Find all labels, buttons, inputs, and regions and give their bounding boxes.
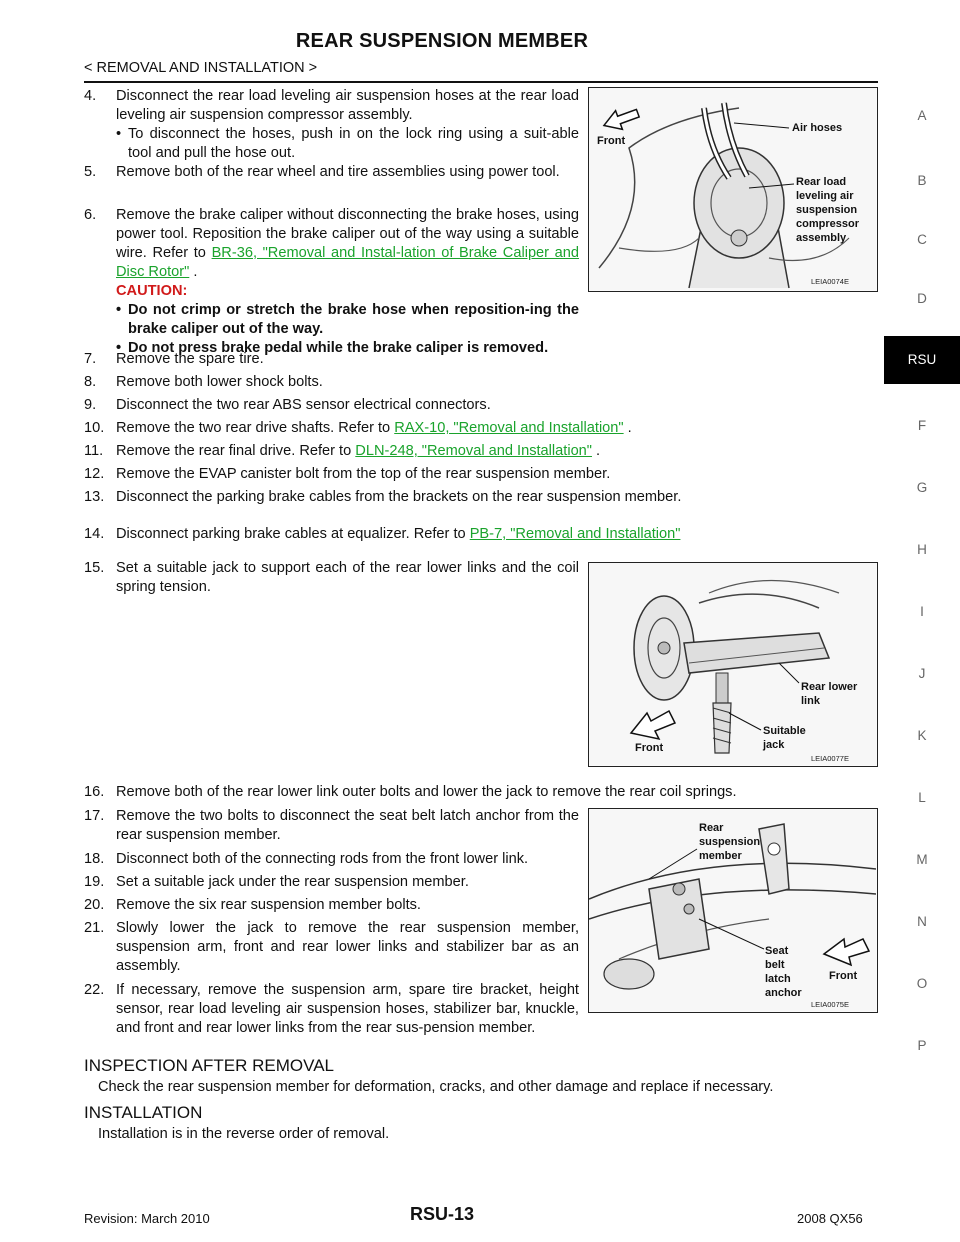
step-text: Remove the two bolts to disconnect the seat belt latch anchor from the rear suspension member. [116, 808, 579, 843]
step-bullet: • To disconnect the hoses, push in on the lock ring using a suit-able tool and pull the hose out. [116, 125, 579, 163]
step-text: Remove both of the rear lower link outer bolts and lower the jack to remove the rear coil springs. [116, 784, 737, 800]
step-text-main: Remove the rear final drive. Refer to [116, 443, 352, 459]
step-text-main: Disconnect parking brake cables at equalizer. Refer to [116, 526, 466, 542]
step-text: Set a suitable jack to support each of the rear lower links and the coil spring tension. [116, 560, 579, 595]
figure-label: leveling air [796, 190, 854, 202]
step-22 [84, 981, 579, 1038]
figure-rear-lower-link [588, 562, 878, 767]
footer-model: 2008 QX56 [797, 1211, 863, 1226]
step-number: 12. [84, 466, 105, 482]
step-text: Set a suitable jack under the rear suspension member. [116, 874, 469, 890]
step-19 [84, 873, 579, 892]
step-text: Disconnect the rear load leveling air suspension hoses at the rear load leveling air suspension compressor assembly. [116, 88, 579, 123]
step-10 [84, 419, 874, 438]
figure-label: Suitable [763, 725, 806, 737]
tab-c[interactable]: C [917, 232, 927, 247]
step-text: If necessary, remove the suspension arm, spare tire bracket, height sensor, rear load leveling air suspension hoses, stabilizer bar, knuckle, and front and rear lower links from the rear sus-pension member. [116, 982, 579, 1036]
figure-label: latch [765, 973, 791, 985]
step-text: Remove the EVAP canister bolt from the top of the rear suspension member. [116, 466, 611, 482]
step-text: Remove the spare tire. [116, 351, 264, 367]
figure-label: Rear [699, 822, 724, 834]
figure-id: LEIA0077E [811, 754, 849, 763]
tab-p[interactable]: P [917, 1038, 927, 1053]
step-number: 5. [84, 164, 97, 180]
step-number: 18. [84, 851, 105, 867]
step-number: 20. [84, 897, 105, 913]
section-heading-inspection: INSPECTION AFTER REMOVAL [84, 1056, 335, 1075]
figure-label: compressor [796, 218, 859, 230]
step-number: 7. [84, 351, 97, 367]
ref-link-pb7[interactable]: PB-7, "Removal and Installation" [469, 526, 681, 542]
figure-label: Air hoses [792, 122, 843, 134]
step-text: Disconnect the two rear ABS sensor electrical connectors. [116, 397, 491, 413]
step-number: 17. [84, 808, 105, 824]
tab-a[interactable]: A [917, 108, 927, 123]
section-heading-installation: INSTALLATION [84, 1103, 203, 1122]
step-5 [84, 163, 579, 182]
step-number: 9. [84, 397, 97, 413]
tab-b[interactable]: B [917, 173, 927, 188]
step-text-main: Remove the brake caliper without disconnecting the brake hoses, using power tool. Reposition the brake caliper out of the way using a suitable wire. Refer to [116, 207, 579, 261]
step-number: 15. [84, 560, 105, 576]
step-number: 4. [84, 88, 97, 104]
step-15 [84, 559, 579, 597]
figure-label-front: Front [829, 970, 858, 982]
figure-label: suspension [796, 204, 858, 216]
caution-item: • Do not crimp or stretch the brake hose when reposition-ing the brake caliper out of the way. [116, 301, 579, 339]
figure-label-front: Front [635, 742, 664, 754]
figure-label: anchor [765, 987, 802, 999]
step-16 [84, 783, 874, 802]
figure-illustration [589, 563, 876, 765]
figure-label: belt [765, 959, 785, 971]
tab-i[interactable]: I [920, 604, 924, 619]
tab-g[interactable]: G [916, 480, 928, 495]
figure-id: LEIA0074E [811, 277, 849, 286]
step-number: 6. [84, 207, 97, 223]
step-number: 14. [84, 526, 105, 542]
ref-link-dln248[interactable]: DLN-248, "Removal and Installation" [355, 443, 592, 459]
tab-l[interactable]: L [918, 790, 926, 805]
caution-label: CAUTION: [116, 283, 188, 299]
figure-label-front: Front [597, 135, 626, 147]
step-number: 13. [84, 489, 105, 505]
step-6 [84, 206, 579, 358]
figure-label: assembly [796, 232, 847, 244]
step-text: Remove both lower shock bolts. [116, 374, 323, 390]
figure-label: jack [763, 739, 785, 751]
step-text-after: . [596, 443, 601, 459]
step-number: 10. [84, 420, 105, 436]
figure-label: Seat [765, 945, 789, 957]
step-number: 22. [84, 982, 105, 998]
tab-d[interactable]: D [917, 291, 927, 306]
footer-page-number: RSU-13 [409, 1204, 475, 1224]
step-text: Disconnect both of the connecting rods from the front lower link. [116, 851, 529, 867]
figure-label: link [801, 695, 820, 707]
step-4 [84, 87, 579, 163]
figure-air-hoses [588, 87, 878, 292]
tab-o[interactable]: O [916, 976, 928, 991]
step-text [116, 206, 579, 282]
step-17 [84, 807, 579, 845]
page-title: REAR SUSPENSION MEMBER [295, 30, 589, 52]
step-number: 11. [84, 443, 104, 459]
figure-seat-belt-anchor [588, 808, 878, 1013]
tab-n[interactable]: N [917, 914, 927, 929]
step-text: Disconnect the parking brake cables from the brackets on the rear suspension member. [116, 489, 682, 505]
figure-illustration [589, 809, 876, 1011]
step-14 [84, 525, 874, 544]
step-8 [84, 373, 874, 392]
ref-link-br36[interactable]: BR-36, "Removal and Instal-lation of Brake Caliper and Disc Rotor" [116, 245, 580, 280]
step-13 [84, 488, 874, 507]
step-text: Remove the six rear suspension member bolts. [116, 897, 421, 913]
figure-id: LEIA0075E [811, 1000, 849, 1009]
tab-m[interactable]: M [916, 852, 928, 867]
header-rule [84, 81, 878, 83]
step-text-after: . [193, 264, 198, 280]
ref-link-rax10[interactable]: RAX-10, "Removal and Installation" [394, 420, 624, 436]
step-text-main: Remove the two rear drive shafts. Refer to [116, 420, 391, 436]
section-text-inspection: Check the rear suspension member for deformation, cracks, and other damage and replace if necessary. [98, 1079, 774, 1095]
step-11 [84, 442, 874, 461]
tab-k[interactable]: K [917, 728, 927, 743]
step-number: 8. [84, 374, 97, 390]
tab-h[interactable]: H [917, 542, 927, 557]
breadcrumb: < REMOVAL AND INSTALLATION > [84, 60, 318, 76]
step-7 [84, 350, 874, 369]
step-number: 21. [84, 920, 105, 936]
figure-illustration [589, 88, 876, 290]
figure-label: member [699, 850, 742, 862]
step-12 [84, 465, 874, 484]
step-9 [84, 396, 874, 415]
caution-item: • Do not press brake pedal while the brake caliper is removed. [116, 339, 668, 358]
tab-j[interactable]: J [918, 666, 926, 681]
step-20 [84, 896, 579, 915]
section-text-installation: Installation is in the reverse order of removal. [98, 1126, 390, 1142]
figure-label: Rear load [796, 176, 847, 188]
figure-label: suspension [699, 836, 761, 848]
step-number: 16. [84, 784, 105, 800]
step-text-after: . [627, 420, 632, 436]
step-21 [84, 919, 579, 976]
step-number: 19. [84, 874, 105, 890]
tab-rsu[interactable]: RSU [884, 336, 960, 384]
footer-revision: Revision: March 2010 [84, 1211, 210, 1226]
step-text: Slowly lower the jack to remove the rear suspension member, suspension arm, front and rear lower links and stabilizer bar as an assembly. [116, 920, 579, 974]
tab-f[interactable]: F [917, 418, 927, 433]
step-text: Remove both of the rear wheel and tire assemblies using power tool. [116, 164, 560, 180]
figure-label: Rear lower [801, 681, 858, 693]
step-18 [84, 850, 579, 869]
